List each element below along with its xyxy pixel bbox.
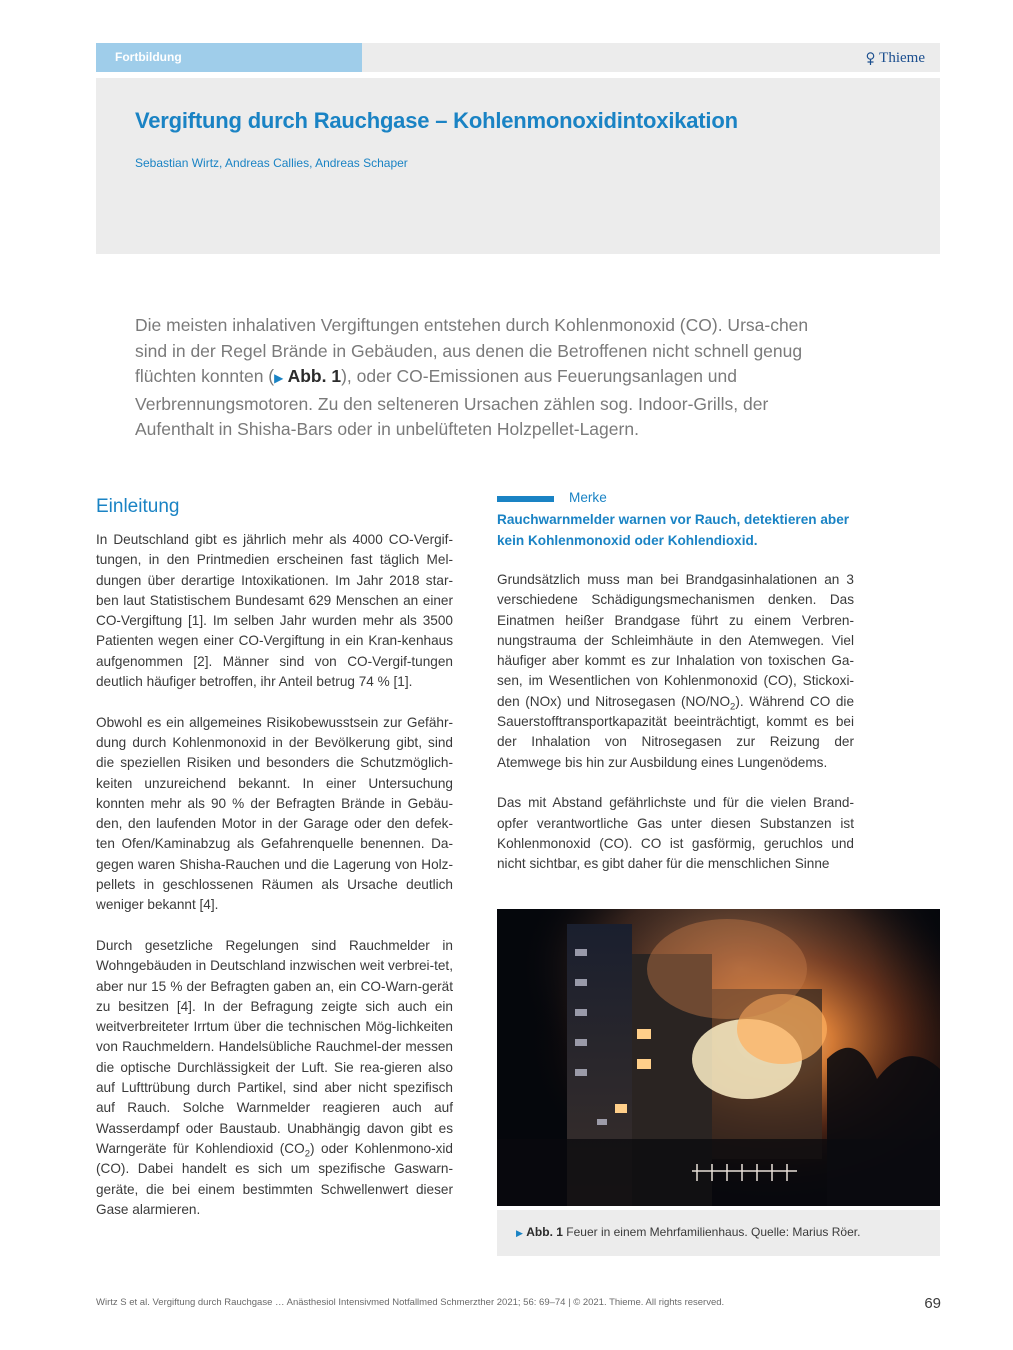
fire-photo xyxy=(497,909,940,1206)
section-tag-label: Fortbildung xyxy=(115,50,182,64)
paragraph: In Deutschland gibt es jährlich mehr als 4000 CO-Vergif-tungen, in den Printmedien erscheinen fast täglich Mel-dungen über derartige Intoxikationen. Im Jahr 2018 star-ben laut Statistischem Bundesamt 629 Menschen an einer CO-Vergiftung [1]. Im selben Jahr wurden mehr als 3500 Patienten wegen einer CO-Vergiftung in ein Kran-kenhaus aufgenommen [2]. Männer sind von CO-Vergif-tungen deutlich häufiger betroffen, ihr Anteil betrug 74 % [1]. xyxy=(96,532,453,690)
abstract-text-2: ), oder CO-Emissionen aus Feuerungsanlagen und Verbrennungsmotoren. Zu den selteneren Ursachen zählen sog. Indoor-Grills, der Aufenthalt in Shisha-Bars oder in unbelüfteten Holzpellet-Lagern. xyxy=(135,366,769,439)
paragraph: Das mit Abstand gefährlichste und für die vielen Brand-opfer verantwortliche Gas unter diesen Substanzen ist Kohlenmonoxid (CO). CO ist gasförmig, geruchlos und nicht sichtbar, es gibt daher für die menschlichen Sinne xyxy=(497,795,854,872)
paragraph-text: Durch gesetzliche Regelungen sind Rauchmelder in Wohngebäuden in Deutschland inzwischen weit verbrei-tet, aber nur 15 % der Befragten gaben an, ein CO-Warn-gerät zu besitzen [4]. In der Befragung zeigte sich auch ein weitverbreiteter Irrtum über die technischen Mög-lichkeiten von Rauchmeldern. Handelsübliche Rauchmel-der messen die optische Durchlässigkeit der Luft. Sie rea-gieren also auf Lufttrübung durch Partikel, sind aber nicht spezifisch auf Rauch. Solche Warnmelder reagieren auch auf Wasserdampf oder Baustaub. Unabhängig davon gibt es Warngeräte für Kohlendioxid (CO xyxy=(96,937,453,1156)
article-title: Vergiftung durch Rauchgase – Kohlenmonoxidintoxikation xyxy=(135,108,738,133)
thieme-emblem-icon xyxy=(865,52,876,66)
figure-caption xyxy=(516,1225,860,1239)
article-authors: Sebastian Wirtz, Andreas Callies, Andreas Schaper xyxy=(135,156,408,170)
abstract-text-1: Die meisten inhalativen Vergiftungen entstehen durch Kohlenmonoxid (CO). Ursa-chen sind in der Regel Brände in Gebäuden, aus denen die Betroffenen nicht schnell genug flüchten konnten ( xyxy=(135,315,809,386)
merke-marker-bar xyxy=(497,496,554,502)
paragraph: Obwohl es ein allgemeines Risikobewusstsein zur Gefähr-dung durch Kohlenmonoxid in der Bevölkerung gibt, sind die speziellen Risiken und besonders die Schutzmöglich-keiten unzureichend bekannt. In einer Untersuchung konnten mehr als 90 % der Befragten Brände in Gebäu-den, den laufenden Motor in der Garage oder den defek-ten Ofen/Kaminabzug als Gefahrenquelle benennen. Da-gegen waren Shisha-Rauchen und die Lagerung von Holz-pellets in geschlossenen Räumen als Ursache deutlich weniger bekannt [4]. xyxy=(96,714,453,913)
figure-caption-label: Abb. 1 xyxy=(526,1225,563,1239)
page-number: 69 xyxy=(924,1295,941,1312)
paragraph-text: ). Während CO die Sauerstofftransportkapazität beeinträchtigt, kommt es bei der Inhalation von Nitrosegasen zur Reizung der Atemwege bis hin zur Ausbildung eines Lungenödems. xyxy=(497,693,855,770)
subscript: 2 xyxy=(730,701,736,713)
paragraph xyxy=(96,936,453,1220)
logo-text: Thieme xyxy=(879,50,925,66)
merke-label: Merke xyxy=(569,490,607,505)
arrow-right-icon: ▶ xyxy=(516,1228,523,1238)
figure-caption-text: Feuer in einem Mehrfamilienhaus. Quelle: Marius Röer. xyxy=(566,1225,861,1239)
section-tag xyxy=(96,43,362,72)
subscript: 2 xyxy=(304,1148,310,1160)
paragraph-text: ) oder Kohlenmono-xid (CO). Dabei handelt es sich um spezifische Gaswarn-geräte, die bei einem bestimmten Schwellenwert dieser Gase alarmieren. xyxy=(96,1140,453,1217)
arrow-right-icon: ▶ xyxy=(274,371,284,385)
paragraph xyxy=(497,570,854,773)
publisher-logo xyxy=(865,50,925,67)
right-column xyxy=(497,570,854,895)
figure-reference-label: Abb. 1 xyxy=(287,366,342,386)
footer-citation: Wirtz S et al. Vergiftung durch Rauchgase … Anästhesiol Intensivmed Notfallmed Schmerzther 2021; 56: 69–74 | © 2021. Thieme. All rights reserved. xyxy=(96,1297,725,1308)
section-heading-einleitung: Einleitung xyxy=(96,496,180,517)
figure-caption-box xyxy=(497,1210,940,1256)
left-column xyxy=(96,530,453,1240)
paragraph-text: Grundsätzlich muss man bei Brandgasinhalationen an 3 verschiedene Schädigungsmechanismen denken. Das Einatmen heißer Brandgase führt zu einem Verbren-nungstrauma der Schleimhäute in den Atemwegen. Viel häufiger aber kommt es zur Inhalation von toxischen Ga-sen, im Wesentlichen von Kohlenmonoxid (CO), Stickoxi-den (NOx) und Nitrosegasen (NO/NO xyxy=(497,572,854,709)
abstract xyxy=(135,313,825,443)
merke-text: Rauchwarnmelder warnen vor Rauch, detektieren aber kein Kohlenmonoxid oder Kohlendioxid. xyxy=(497,512,850,548)
figure-reference-link[interactable] xyxy=(274,366,341,386)
